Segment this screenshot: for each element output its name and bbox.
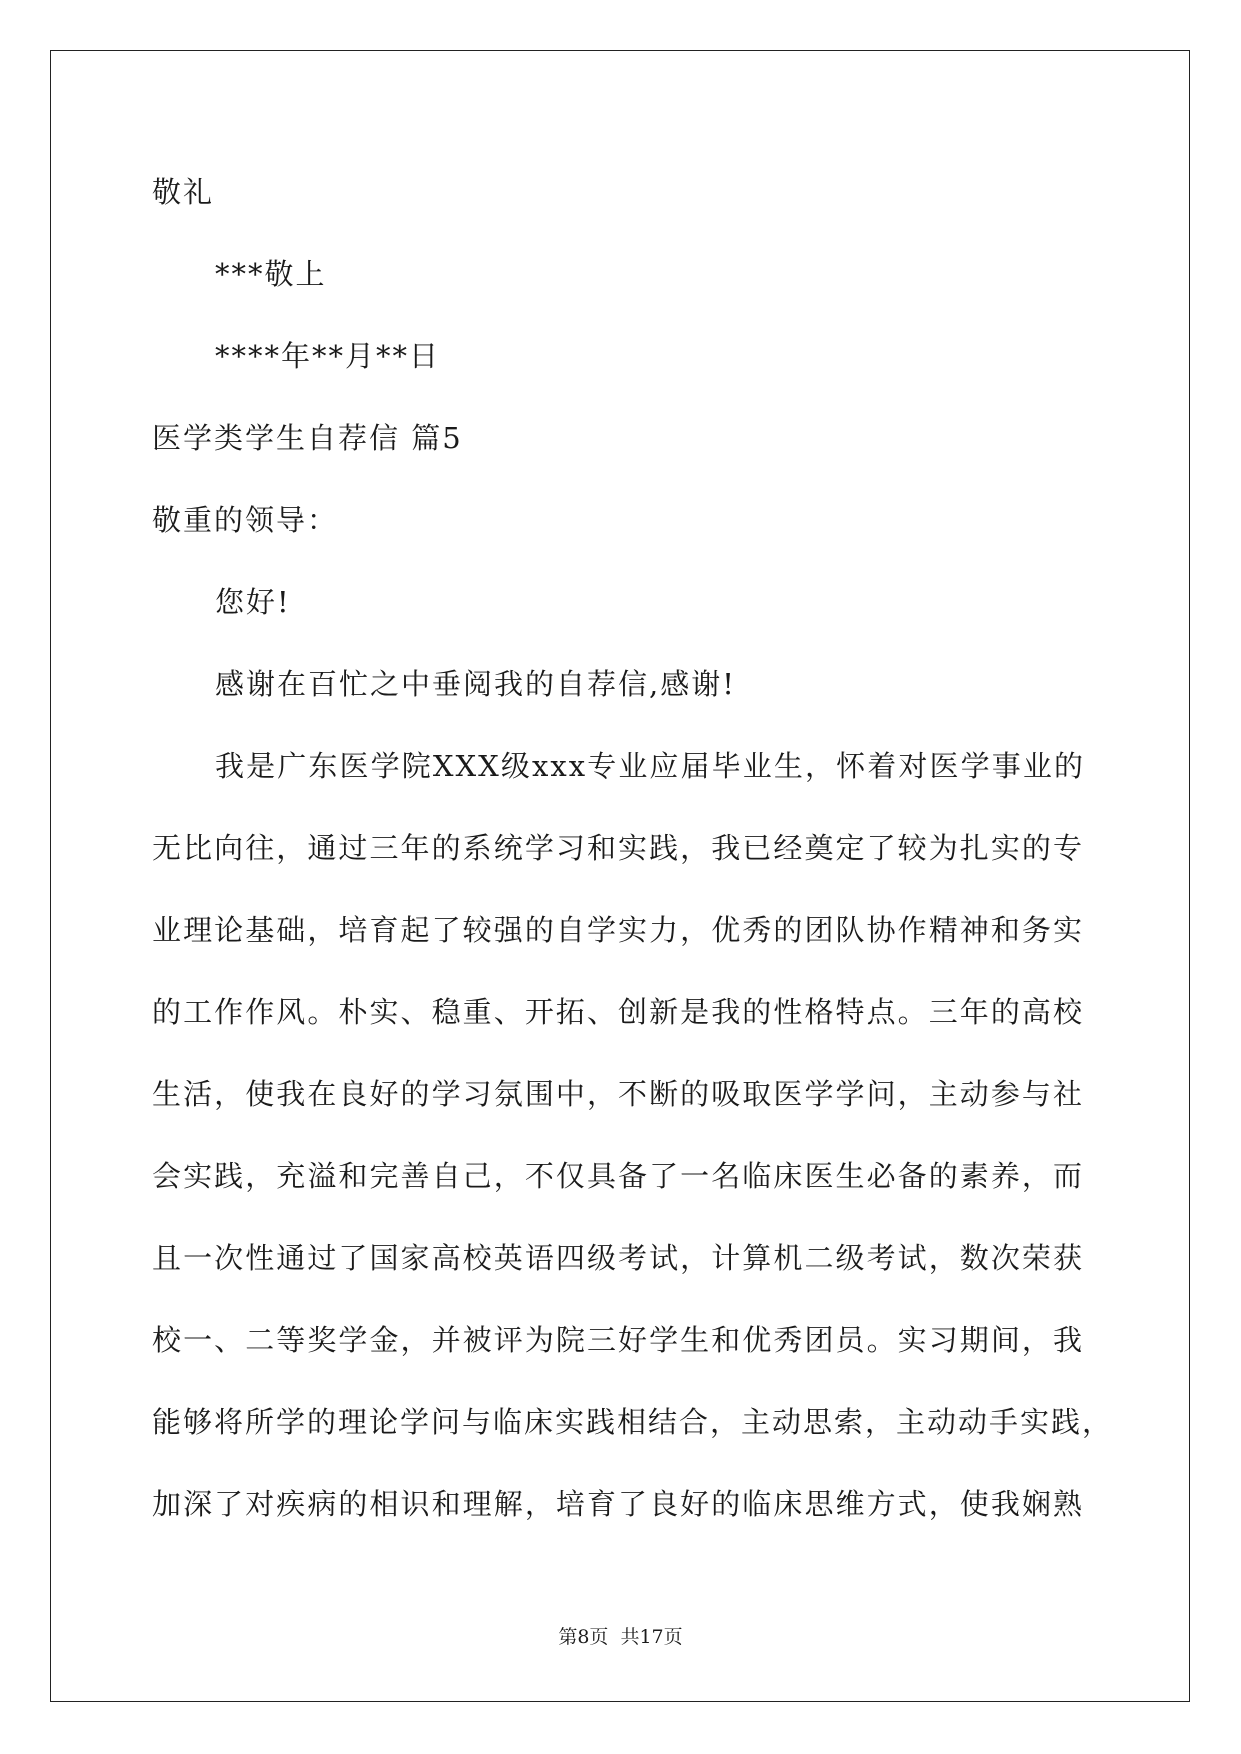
date-line: ****年**月**日 bbox=[215, 339, 441, 373]
body-line: 我是广东医学院XXX级xxx专业应届毕业生，怀着对医学事业的 bbox=[215, 749, 1085, 783]
body-line: 生活，使我在良好的学习氛围中，不断的吸取医学学问，主动参与社 bbox=[152, 1077, 1084, 1111]
body-line: 加深了对疾病的相识和理解，培育了良好的临床思维方式，使我娴熟 bbox=[152, 1487, 1084, 1521]
body-line: 业理论基础，培育起了较强的自学实力，优秀的团队协作精神和务实 bbox=[152, 913, 1084, 947]
closing-salute: 敬礼 bbox=[152, 175, 215, 209]
body-line: 无比向往，通过三年的系统学习和实践，我已经奠定了较为扎实的专 bbox=[152, 831, 1084, 865]
body-line: 能够将所学的理论学问与临床实践相结合，主动思索，主动动手实践， bbox=[152, 1405, 1114, 1439]
greeting-hello: 您好! bbox=[215, 585, 291, 619]
section-title: 医学类学生自荐信 篇5 bbox=[152, 421, 463, 455]
signature: ***敬上 bbox=[215, 257, 327, 291]
body-line: 且一次性通过了国家高校英语四级考试，计算机二级考试，数次荣获 bbox=[152, 1241, 1084, 1275]
body-line: 会实践，充溢和完善自己，不仅具备了一名临床医生必备的素养，而 bbox=[152, 1159, 1084, 1193]
addressee: 敬重的领导： bbox=[152, 503, 339, 537]
body-line: 的工作作风。朴实、稳重、开拓、创新是我的性格特点。三年的高校 bbox=[152, 995, 1084, 1029]
page-border bbox=[50, 50, 1190, 1702]
body-line: 校一、二等奖学金，并被评为院三好学生和优秀团员。实习期间，我 bbox=[152, 1323, 1084, 1357]
page-number-footer: 第8页 共17页 bbox=[558, 1626, 683, 1648]
thanks-line: 感谢在百忙之中垂阅我的自荐信,感谢! bbox=[215, 667, 736, 701]
